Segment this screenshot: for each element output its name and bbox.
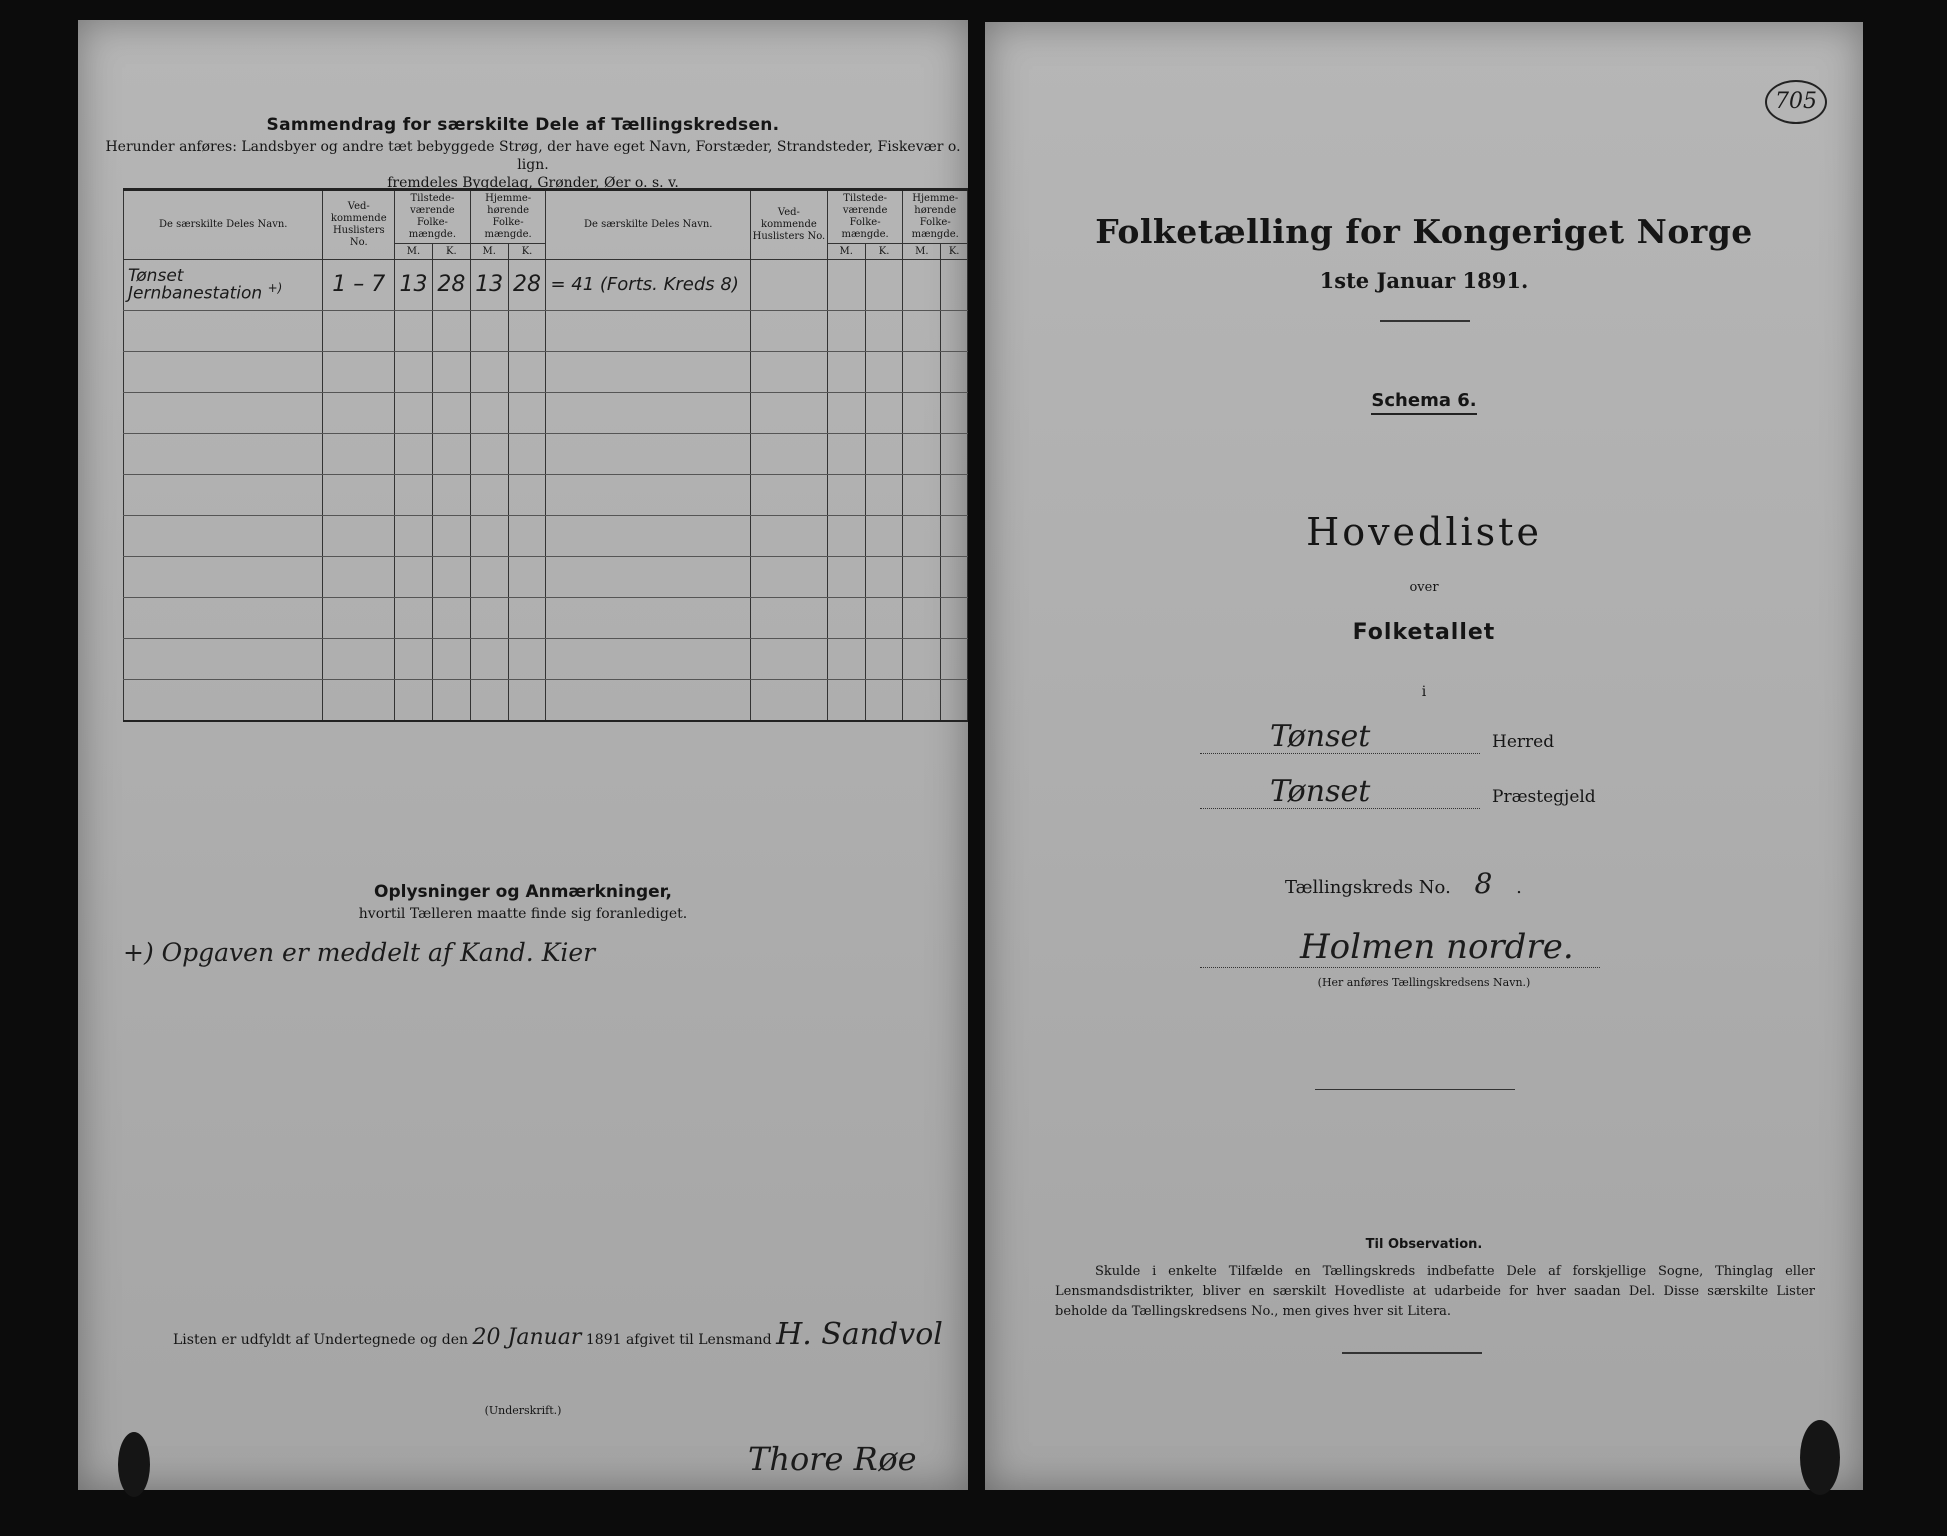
kreds-name: Holmen nordre. bbox=[1300, 927, 1574, 967]
cell-name-text: Tønset Jernbanestation bbox=[128, 266, 263, 304]
table-row bbox=[124, 639, 968, 680]
prestegjeld-label: Præstegjeld bbox=[1492, 787, 1596, 807]
cell-empty bbox=[941, 260, 968, 311]
listen-mid: 1891 afgivet til Lensmand bbox=[585, 1332, 772, 1348]
cell-name-2: = 41 (Forts. Kreds 8) bbox=[546, 260, 751, 311]
col-header-m: M. bbox=[470, 244, 508, 260]
listen-prefix: Listen er udfyldt af Undertegnede og den bbox=[173, 1332, 469, 1348]
col-header-k: K. bbox=[941, 244, 968, 260]
handwritten-note: +) Opgaven er meddelt af Kand. Kier bbox=[123, 938, 596, 967]
cell-empty bbox=[751, 260, 828, 311]
annotations-subtitle: hvortil Tælleren maatte finde sig foranlediget. bbox=[358, 906, 688, 922]
schema-label bbox=[985, 390, 1863, 411]
table-row bbox=[124, 516, 968, 557]
underskrift-label: (Underskrift.) bbox=[484, 1404, 562, 1417]
cell-empty bbox=[903, 260, 941, 311]
census-date: 1ste Januar 1891. bbox=[1319, 268, 1529, 293]
lensmand-signature: H. Sandvol bbox=[776, 1317, 943, 1352]
table-row bbox=[124, 393, 968, 434]
note-marker: +) bbox=[267, 281, 283, 296]
table-row bbox=[124, 311, 968, 352]
col-header-hjemme-2: Hjemme-hørende Folke-mængde. bbox=[903, 190, 968, 244]
divider bbox=[1315, 1089, 1515, 1090]
col-header-m: M. bbox=[903, 244, 941, 260]
col-header-hjemme: Hjemme-hørende Folke-mængde. bbox=[470, 190, 546, 244]
herred-value: Tønset bbox=[1270, 719, 1371, 754]
herred-label: Herred bbox=[1492, 732, 1555, 752]
table-row bbox=[124, 680, 968, 722]
observation-title: Til Observation. bbox=[1365, 1237, 1483, 1252]
cell-hjemme-k: 28 bbox=[508, 260, 546, 311]
hovedliste-heading: Hovedliste bbox=[1306, 510, 1542, 554]
page-number-stamp: 705 bbox=[1765, 80, 1827, 124]
folketallet-heading: Folketallet bbox=[1352, 620, 1496, 645]
col-header-m: M. bbox=[827, 244, 865, 260]
table-row bbox=[124, 260, 968, 311]
summary-subtitle-line2: fremdeles Bygdelag, Grønder, Øer o. s. v. bbox=[387, 175, 679, 191]
col-header-huslister: Ved-kommende Huslisters No. bbox=[323, 190, 395, 260]
col-header-huslister-2: Ved-kommende Huslisters No. bbox=[751, 190, 828, 260]
cell-huslister: 1 – 7 bbox=[323, 260, 395, 311]
left-page bbox=[78, 20, 968, 1490]
binding-ring bbox=[118, 1432, 150, 1497]
table-row bbox=[124, 434, 968, 475]
col-header-tilstede: Tilstede-værende Folke-mængde. bbox=[395, 190, 471, 244]
i-label: i bbox=[1421, 684, 1427, 700]
col-header-name: De særskilte Deles Navn. bbox=[124, 190, 323, 260]
kreds-dot: . bbox=[1516, 877, 1522, 898]
binding-ring bbox=[1800, 1420, 1840, 1495]
cell-tilstede-m: 13 bbox=[395, 260, 433, 311]
kreds-label: Tællingskreds No. bbox=[1285, 877, 1451, 898]
table-row bbox=[124, 475, 968, 516]
col-header-k: K. bbox=[865, 244, 903, 260]
over-label: over bbox=[1409, 580, 1439, 595]
schema-text: Schema 6. bbox=[1371, 390, 1476, 415]
col-header-k: K. bbox=[508, 244, 546, 260]
divider bbox=[1380, 320, 1470, 322]
col-header-tilstede-2: Tilstede-værende Folke-mængde. bbox=[827, 190, 903, 244]
prestegjeld-value: Tønset bbox=[1270, 774, 1371, 809]
divider bbox=[1342, 1352, 1482, 1354]
census-title: Folketælling for Kongeriget Norge bbox=[1095, 212, 1753, 251]
col-header-k: K. bbox=[432, 244, 470, 260]
annotations-title: Oplysninger og Anmærkninger, bbox=[374, 882, 672, 902]
cell-empty bbox=[827, 260, 865, 311]
col-header-m: M. bbox=[395, 244, 433, 260]
cell-name bbox=[124, 260, 323, 311]
kreds-name-note: (Her anføres Tællingskredsens Navn.) bbox=[1317, 976, 1531, 989]
table-row bbox=[124, 557, 968, 598]
observation-text: Skulde i enkelte Tilfælde en Tællingskreds indbefatte Dele af forskjellige Sogne, Thinglag eller Lensmandsdistrikter, bliver en særskilt Hovedliste at udarbeide for hver saadan Del. Disse særskilte Lister beholde da Tællingskredsens No., men gives hver sit Litera. bbox=[1055, 1264, 1815, 1319]
right-page bbox=[985, 22, 1863, 1490]
cell-empty bbox=[865, 260, 903, 311]
col-header-name-2: De særskilte Deles Navn. bbox=[546, 190, 751, 260]
cell-tilstede-k: 28 bbox=[432, 260, 470, 311]
signature-2: Thore Røe bbox=[748, 1440, 917, 1478]
summary-title: Sammendrag for særskilte Dele af Tællingskredsen. bbox=[266, 115, 780, 135]
listen-date: 20 Januar bbox=[472, 1325, 582, 1350]
summary-subtitle-line1: Herunder anføres: Landsbyer og andre tæt bebyggede Strøg, der have eget Navn, Forstæder, Strandsteder, Fiskevær o. lign. bbox=[105, 139, 961, 173]
kreds-field bbox=[1285, 867, 1522, 900]
table-row bbox=[124, 598, 968, 639]
kreds-value: 8 bbox=[1474, 867, 1493, 900]
listen-line bbox=[173, 1317, 943, 1352]
summary-subtitle bbox=[103, 138, 963, 192]
summary-table bbox=[123, 188, 968, 722]
table-row bbox=[124, 352, 968, 393]
cell-hjemme-m: 13 bbox=[470, 260, 508, 311]
kreds-name-line bbox=[1200, 967, 1600, 968]
